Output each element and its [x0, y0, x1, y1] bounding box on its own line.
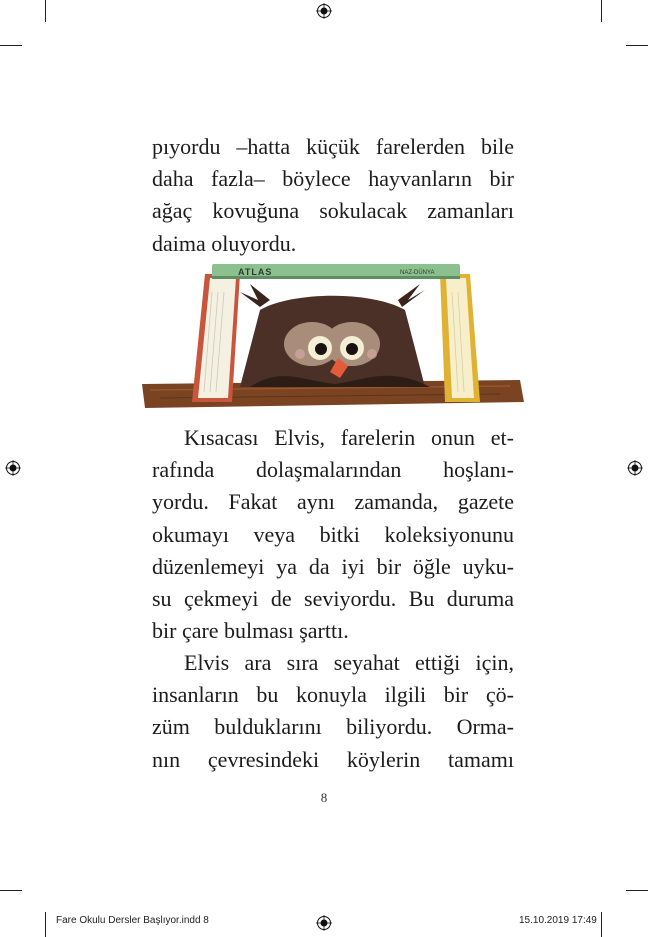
text-line: Kısacası Elvis, farelerin onun et-: [184, 425, 514, 450]
crop-mark-left-top: [0, 45, 22, 46]
text-line: su çekmeyi de seviyordu. Bu duruma: [152, 585, 514, 611]
paragraph-3: [152, 647, 514, 776]
text-line: yordu. Fakat aynı zamanda, gazete: [152, 489, 514, 515]
crop-mark-top-left: [45, 0, 46, 22]
text-line: ağaç kovuğuna sokulacak zamanları: [152, 198, 514, 224]
text-line: Elvis ara sıra seyahat ettiği için,: [184, 650, 514, 675]
text-line: nın çevresindeki köylerin tamamı: [152, 746, 514, 772]
text-line: züm bulduklarını biliyordu. Orma-: [152, 714, 514, 740]
text-line: rafında dolaşmalarından hoşlanı-: [152, 457, 514, 483]
text-line: pıyordu –hatta küçük farelerden bile: [152, 134, 514, 159]
paragraph-1: [152, 131, 514, 260]
text-line: okumayı veya bitki koleksiyonunu: [152, 521, 514, 547]
crop-mark-top-right: [601, 0, 602, 22]
registration-mark-left-icon: [5, 460, 21, 476]
crop-mark-left-bottom: [0, 890, 22, 891]
text-line: düzenlemeyi ya da iyi bir öğle uyku-: [152, 553, 514, 579]
owl-illustration: [140, 262, 525, 412]
book-right: [440, 274, 480, 402]
text-line: daha fazla– böylece hayvanların bir: [152, 166, 514, 192]
registration-mark-top-icon: [316, 3, 332, 19]
paragraph-2: [152, 422, 514, 647]
crop-mark-right-top: [626, 45, 648, 46]
registration-mark-bottom-icon: [316, 915, 332, 931]
book-spine-text: NAZ-DÜNYA: [400, 270, 435, 276]
slug-datetime: 15.10.2019 17:49: [519, 915, 597, 926]
text-line: bir çare bulması şarttı.: [152, 618, 349, 644]
book-title: ATLAS: [238, 267, 273, 277]
book-top: [212, 264, 460, 279]
book-left: [192, 274, 240, 402]
crop-mark-bottom-right: [601, 912, 602, 937]
text-line: daima oluyordu.: [152, 230, 297, 256]
page-number: 8: [320, 790, 328, 805]
owl: [240, 284, 430, 387]
slug-filename: Fare Okulu Dersler Başlıyor.indd 8: [56, 915, 209, 926]
crop-mark-right-bottom: [626, 890, 648, 891]
crop-mark-bottom-left: [45, 912, 46, 937]
registration-mark-right-icon: [627, 460, 643, 476]
text-line: insanların bu konuyla ilgili bir çö-: [152, 682, 514, 708]
